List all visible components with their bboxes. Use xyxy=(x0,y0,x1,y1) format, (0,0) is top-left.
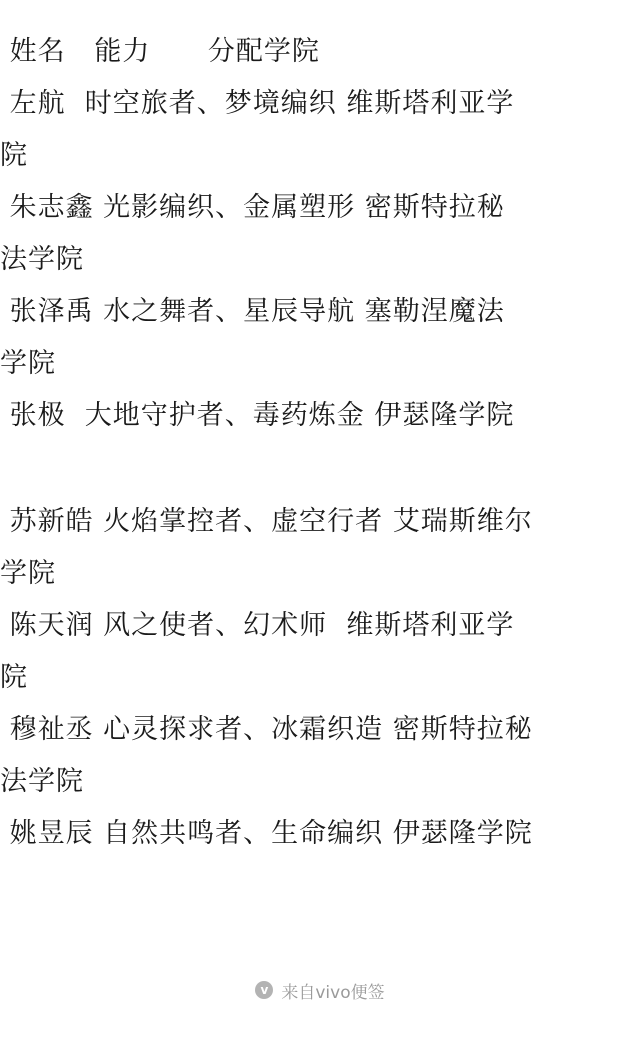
note-footer xyxy=(0,974,640,1006)
note-line: 朱志鑫 光影编织、金属塑形 密斯特拉秘 xyxy=(0,192,505,223)
footer-source-text: 来自vivo便签 xyxy=(281,982,385,1003)
note-line: 学院 xyxy=(0,558,56,589)
note-line: 姓名 能力 分配学院 xyxy=(0,36,320,67)
note-line: 法学院 xyxy=(0,244,84,275)
note-line: 张泽禹 水之舞者、星辰导航 塞勒涅魔法 xyxy=(0,296,505,327)
note-line: 左航 时空旅者、梦境编织 维斯塔利亚学 xyxy=(0,88,515,119)
note-line-blank xyxy=(0,442,640,494)
note-line: 院 xyxy=(0,140,28,171)
note-line: 陈天润 风之使者、幻术师 维斯塔利亚学 xyxy=(0,610,515,641)
note-line: 苏新皓 火焰掌控者、虚空行者 艾瑞斯维尔 xyxy=(0,506,533,537)
note-line: 穆祉丞 心灵探求者、冰霜织造 密斯特拉秘 xyxy=(0,714,533,745)
vivo-logo-icon: v xyxy=(255,981,273,999)
note-line: 院 xyxy=(0,662,28,693)
note-line: 法学院 xyxy=(0,766,84,797)
note-line: 张极 大地守护者、毒药炼金 伊瑟隆学院 xyxy=(0,400,515,431)
note-line: 学院 xyxy=(0,348,56,379)
note-line: 姚昱辰 自然共鸣者、生命编织 伊瑟隆学院 xyxy=(0,818,533,849)
